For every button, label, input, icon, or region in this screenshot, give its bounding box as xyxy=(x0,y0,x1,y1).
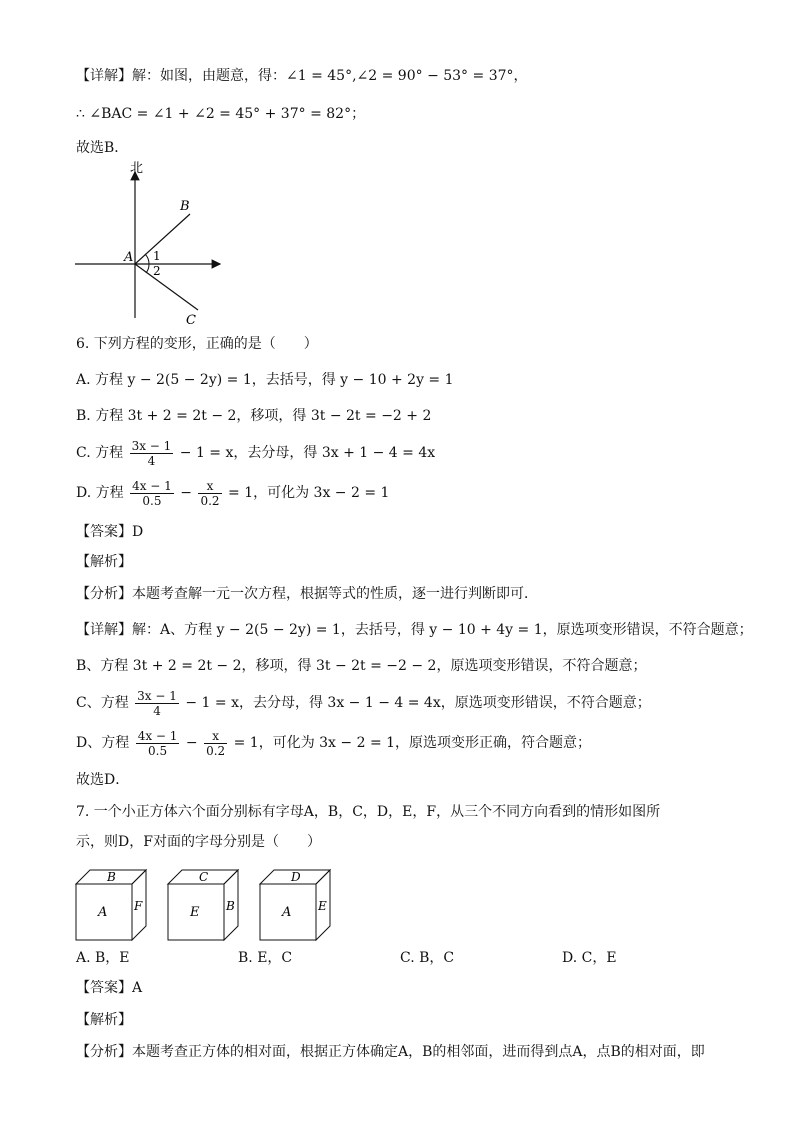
cube-1-side: F xyxy=(134,899,143,913)
point-c-label: C xyxy=(186,313,196,328)
north-label: 北 xyxy=(130,161,144,176)
ray-ac xyxy=(135,264,198,310)
cube-1 xyxy=(76,870,146,940)
q6-option-c: C. 方程 $\frac{3x - 1}{4}$ − 1 = x，去分母，得 3x + 1 − 4 = 4x xyxy=(76,438,436,468)
q7-answer: 【答案】A xyxy=(76,980,143,996)
angle-2-label: 2 xyxy=(153,264,161,278)
point-a-label: A xyxy=(124,250,134,265)
q7-analysis: 【分析】本题考查正方体的相对面，根据正方体确定A，B的相邻面，进而得到点A，点B的相对面，即 xyxy=(76,1044,705,1060)
ray-ab xyxy=(135,214,190,264)
q6-detail-d: D、方程 $\frac{4x - 1}{0.5}$ − $\frac{x}{0.2}$ = 1，可化为 3x − 2 = 1，原选项变形正确，符合题意； xyxy=(76,728,592,758)
cube-3-top: D xyxy=(291,870,301,884)
cube-2-front: E xyxy=(190,905,200,920)
q6-detail-c: C、方程 $\frac{3x - 1}{4}$ − 1 = x，去分母，得 3x − 1 − 4 = 4x，原选项变形错误，不符合题意； xyxy=(76,688,651,718)
q6-conclusion: 故选D． xyxy=(76,772,130,788)
cube-1-top: B xyxy=(107,870,116,884)
q7-option-b: B. E，C xyxy=(238,950,293,966)
cube-1-front: A xyxy=(98,905,108,920)
cube-2 xyxy=(168,870,238,940)
cube-3-side: E xyxy=(318,899,327,913)
q6-detail-a: 【详解】解：A、方程 y − 2(5 − 2y) = 1，去括号，得 y − 10 + 4y = 1，原选项变形错误，不符合题意； xyxy=(76,622,753,638)
q6-option-b: B. 方程 3t + 2 = 2t − 2，移项，得 3t − 2t = −2 + 2 xyxy=(76,408,432,424)
point-b-label: B xyxy=(180,199,190,214)
q6-stem: 6. 下列方程的变形，正确的是（ ） xyxy=(76,336,318,352)
conclusion-line: 故选B． xyxy=(76,140,129,156)
cube-figure xyxy=(70,862,350,942)
cube-2-side: B xyxy=(226,899,235,913)
cube-3-front: A xyxy=(282,905,292,920)
q6-answer: 【答案】D xyxy=(76,524,144,540)
q7-stem-2: 示，则D，F对面的字母分别是（ ） xyxy=(76,834,321,850)
cube-3 xyxy=(260,870,330,940)
detail-line-2: ∴ ∠BAC = ∠1 + ∠2 = 45° + 37° = 82°； xyxy=(76,106,366,122)
q6-detail-b: B、方程 3t + 2 = 2t − 2，移项，得 3t − 2t = −2 − 2，原选项变形错误，不符合题意； xyxy=(76,658,647,674)
cube-2-top: C xyxy=(199,870,209,884)
q7-option-d: D. C，E xyxy=(562,950,617,966)
q6-analysis: 【分析】本题考查解一元一次方程，根据等式的性质，逐一进行判断即可． xyxy=(76,586,538,602)
q7-option-c: C. B，C xyxy=(400,950,455,966)
q6-jiexi: 【解析】 xyxy=(76,554,132,570)
q7-option-a: A. B，E xyxy=(76,950,130,966)
angle-1-label: 1 xyxy=(153,249,161,263)
q7-jiexi: 【解析】 xyxy=(76,1012,132,1028)
q7-stem-1: 7. 一个小正方体六个面分别标有字母A，B，C，D，E，F，从三个不同方向看到的情形如图所 xyxy=(76,804,661,820)
direction-figure xyxy=(70,158,240,328)
q6-option-a: A. 方程 y − 2(5 − 2y) = 1，去括号，得 y − 10 + 2y = 1 xyxy=(76,372,454,388)
detail-line-1: 【详解】解：如图，由题意，得：∠1 = 45°,∠2 = 90° − 53° = 37°， xyxy=(76,68,528,84)
q6-option-d: D. 方程 $\frac{4x - 1}{0.5}$ − $\frac{x}{0.2}$ = 1，可化为 3x − 2 = 1 xyxy=(76,478,390,508)
